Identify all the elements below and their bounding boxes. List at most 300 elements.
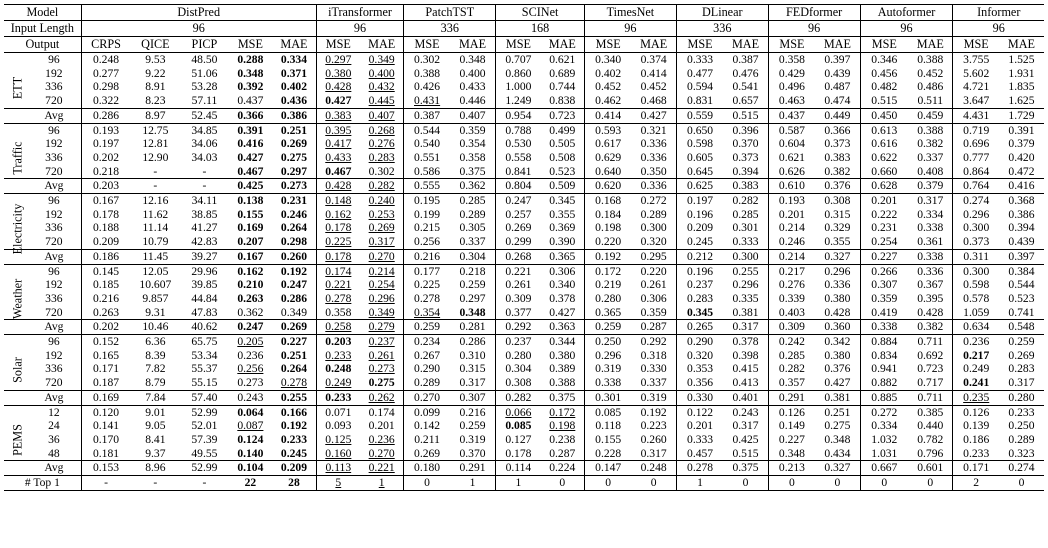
top1-count: 1 bbox=[360, 476, 404, 491]
dataset-label: Traffic bbox=[10, 141, 25, 175]
metric-value: 0.434 bbox=[815, 447, 860, 461]
metric-value: 9.05 bbox=[145, 419, 166, 433]
results-table-container bbox=[4, 4, 1044, 491]
output-horizon: 336 bbox=[4, 292, 81, 306]
metric-value: 0.439 bbox=[1008, 235, 1035, 249]
metric-value: 0.336 bbox=[631, 137, 676, 151]
top1-count: - bbox=[81, 476, 130, 491]
metric-value: 0.941 bbox=[871, 362, 898, 376]
metric-value: 0.169 bbox=[81, 390, 130, 405]
metric-value: 52.99 bbox=[180, 461, 228, 476]
table-row bbox=[4, 264, 1044, 278]
metric-value: 0.445 bbox=[360, 94, 404, 108]
metric-value: 0.788 bbox=[496, 123, 541, 137]
metric-value: 0.260 bbox=[631, 433, 676, 447]
metric-header: MAE bbox=[272, 37, 316, 53]
metric-value: 0.306 bbox=[541, 264, 585, 278]
metric-value: 0.333 bbox=[687, 432, 714, 446]
metric-value: 0.391 bbox=[999, 123, 1044, 137]
top1-count: 5 bbox=[316, 476, 360, 491]
metric-header: MSE bbox=[860, 37, 908, 53]
metric-value: 0.350 bbox=[631, 165, 676, 179]
metric-value: 0.264 bbox=[272, 221, 316, 235]
table-row bbox=[4, 376, 1044, 390]
metric-value: 0.377 bbox=[505, 305, 532, 319]
output-horizon: 12 bbox=[4, 405, 81, 419]
metric-value: 0.366 bbox=[815, 123, 860, 137]
dataset-label: Solar bbox=[10, 356, 25, 383]
table-row bbox=[4, 349, 1044, 363]
metric-value: 0.338 bbox=[908, 221, 953, 235]
metric-value: 0.278 bbox=[272, 376, 316, 390]
metric-value: 0.174 bbox=[360, 405, 404, 419]
table-row bbox=[4, 306, 1044, 320]
metric-value: 57.11 bbox=[191, 94, 218, 108]
metric-value: 0.283 bbox=[687, 291, 714, 305]
metric-value: 0.452 bbox=[595, 80, 622, 94]
metric-value: 0.414 bbox=[631, 67, 676, 81]
metric-value: 0.402 bbox=[272, 80, 316, 94]
metric-value: 0.318 bbox=[631, 349, 676, 363]
metric-value: 0.395 bbox=[316, 123, 360, 137]
metric-value: 12.81 bbox=[142, 137, 169, 151]
metric-value: 0.370 bbox=[450, 447, 496, 461]
metric-value: 0.439 bbox=[815, 67, 860, 81]
top1-count: 1 bbox=[676, 476, 723, 491]
metric-value: 0.476 bbox=[723, 67, 768, 81]
metric-value: 0.387 bbox=[723, 53, 768, 67]
metric-value: 8.91 bbox=[145, 80, 166, 94]
metric-value: 0.251 bbox=[815, 405, 860, 419]
metric-value: 0.315 bbox=[450, 362, 496, 376]
metric-value: 8.79 bbox=[145, 376, 166, 390]
metric-value: 0.145 bbox=[81, 264, 130, 278]
metric-value: 0.201 bbox=[687, 419, 714, 433]
top1-count: 2 bbox=[953, 476, 999, 491]
metric-value: 0.217 bbox=[768, 264, 815, 278]
metric-value: 0.365 bbox=[541, 249, 585, 264]
metric-value: 0.280 bbox=[595, 291, 622, 305]
metric-value: 0.216 bbox=[92, 291, 120, 305]
metric-value: 0.285 bbox=[778, 348, 805, 362]
table-row bbox=[4, 249, 1044, 264]
metric-value: 0.339 bbox=[778, 291, 805, 305]
metric-value: 0.333 bbox=[723, 235, 768, 249]
metric-value: 0.259 bbox=[584, 320, 631, 335]
metric-value: 0.373 bbox=[723, 151, 768, 165]
metric-value: 0.381 bbox=[723, 306, 768, 320]
metric-value: 0.361 bbox=[908, 235, 953, 249]
metric-value: 0.249 bbox=[963, 362, 990, 376]
output-horizon: 336 bbox=[4, 151, 81, 165]
metric-value: 0.882 bbox=[871, 376, 898, 390]
metric-value: 0.262 bbox=[360, 390, 404, 405]
table-row bbox=[4, 292, 1044, 306]
metric-value: 0.178 bbox=[316, 249, 360, 264]
metric-value: 0.298 bbox=[272, 235, 316, 249]
metric-value: 0.841 bbox=[505, 164, 532, 178]
metric-value: 0.617 bbox=[595, 137, 622, 151]
top1-count: 1 bbox=[496, 476, 541, 491]
metric-value: 0.380 bbox=[325, 66, 352, 80]
output-horizon: 96 bbox=[4, 335, 81, 349]
metric-value: 0.296 bbox=[723, 278, 768, 292]
metric-value: 0.282 bbox=[496, 390, 541, 405]
output-horizon: Avg bbox=[4, 249, 81, 264]
metric-value: 0.348 bbox=[450, 306, 496, 320]
metric-value: 53.28 bbox=[191, 80, 218, 94]
metric-value: 0.266 bbox=[860, 264, 908, 278]
metric-value: 0.397 bbox=[815, 53, 860, 67]
metric-value: 3.647 bbox=[963, 94, 990, 108]
top1-count: 0 bbox=[404, 476, 450, 491]
metric-value: 52.01 bbox=[191, 419, 218, 433]
input-length-value: 336 bbox=[676, 21, 768, 37]
metric-value: 0.804 bbox=[496, 179, 541, 194]
metric-value: 0.427 bbox=[325, 94, 352, 108]
metric-value: 0.337 bbox=[631, 376, 676, 390]
metric-value: 10.79 bbox=[142, 235, 169, 249]
metric-value: 0.397 bbox=[999, 249, 1044, 264]
metric-value: 8.41 bbox=[145, 432, 166, 446]
metric-value: 0.286 bbox=[450, 335, 496, 349]
metric-value: 0.282 bbox=[723, 194, 768, 208]
top1-count: 0 bbox=[999, 476, 1044, 491]
metric-value: 0.265 bbox=[676, 320, 723, 335]
metric-value: 0.782 bbox=[908, 433, 953, 447]
metric-value: 0.640 bbox=[595, 164, 622, 178]
metric-value: 0.225 bbox=[325, 235, 352, 249]
metric-value: 0.160 bbox=[325, 446, 352, 460]
table-row bbox=[4, 80, 1044, 94]
metric-value: 0.359 bbox=[450, 123, 496, 137]
metric-value: 0.263 bbox=[92, 305, 120, 319]
metric-value: 0.432 bbox=[360, 80, 404, 94]
metric-value: 0.216 bbox=[450, 405, 496, 419]
metric-value: 0.467 bbox=[325, 164, 352, 178]
input-length-value: 96 bbox=[584, 21, 676, 37]
metric-value: 1.835 bbox=[1008, 80, 1035, 94]
metric-value: 48.50 bbox=[180, 53, 228, 67]
table-row bbox=[4, 151, 1044, 165]
metric-value: 0.258 bbox=[316, 320, 360, 335]
metric-value: 4.431 bbox=[953, 108, 999, 123]
top1-count: 0 bbox=[723, 476, 768, 491]
metric-value: 0.289 bbox=[1008, 432, 1035, 446]
metric-value: 0.142 bbox=[414, 419, 441, 433]
metric-value: 1.031 bbox=[871, 446, 898, 460]
metric-value: 0.274 bbox=[999, 461, 1044, 476]
metric-value: 0.167 bbox=[81, 194, 130, 208]
metric-value: 0.523 bbox=[1008, 291, 1035, 305]
metric-value: 0.349 bbox=[360, 53, 404, 67]
metric-value: 0.310 bbox=[450, 349, 496, 363]
metric-value: 0.255 bbox=[723, 264, 768, 278]
metric-value: 0.254 bbox=[360, 278, 404, 292]
metric-value: 52.45 bbox=[180, 108, 228, 123]
metric-value: 0.247 bbox=[228, 320, 272, 335]
metric-value: 0.287 bbox=[631, 320, 676, 335]
metric-value: 0.288 bbox=[228, 53, 272, 67]
metric-value: 0.402 bbox=[595, 66, 622, 80]
metric-value: 0.459 bbox=[908, 108, 953, 123]
metric-value: 7.82 bbox=[145, 362, 166, 376]
model-header: Model bbox=[4, 5, 81, 21]
metric-header: MAE bbox=[360, 37, 404, 53]
metric-value: 0.628 bbox=[860, 179, 908, 194]
metric-value: 0.530 bbox=[505, 137, 532, 151]
metric-value: 0.148 bbox=[316, 194, 360, 208]
metric-value: 0.380 bbox=[541, 349, 585, 363]
output-horizon: 96 bbox=[4, 264, 81, 278]
metric-value: 0.186 bbox=[963, 432, 990, 446]
metric-value: 0.426 bbox=[414, 80, 441, 94]
dataset-label: Electricity bbox=[10, 203, 25, 255]
metric-value: 9.31 bbox=[145, 305, 166, 319]
metric-value: 0.227 bbox=[860, 249, 908, 264]
metric-value: 0.515 bbox=[871, 94, 898, 108]
metric-header: MSE bbox=[768, 37, 815, 53]
metric-value: 8.96 bbox=[130, 461, 180, 476]
dataset-label: Weather bbox=[10, 279, 25, 320]
metric-value: 0.433 bbox=[325, 150, 352, 164]
metric-value: 0.436 bbox=[272, 94, 316, 108]
table-row bbox=[4, 461, 1044, 476]
metric-value: 0.289 bbox=[450, 208, 496, 222]
metric-value: 0.427 bbox=[541, 306, 585, 320]
metric-value: 0.400 bbox=[360, 67, 404, 81]
metric-value: 0.285 bbox=[723, 208, 768, 222]
metric-value: 0.242 bbox=[768, 335, 815, 349]
top1-label: # Top 1 bbox=[4, 476, 81, 491]
metric-value: 0.378 bbox=[541, 292, 585, 306]
metric-value: 4.721 bbox=[963, 80, 990, 94]
metric-value: 0.307 bbox=[450, 390, 496, 405]
metric-header: QICE bbox=[130, 37, 180, 53]
input-length-value: 96 bbox=[953, 21, 1044, 37]
metric-value: 0.273 bbox=[237, 376, 264, 390]
metric-value: 0.366 bbox=[228, 108, 272, 123]
output-horizon: 192 bbox=[4, 137, 81, 151]
metric-value: 0.860 bbox=[505, 66, 532, 80]
metric-value: 0.388 bbox=[908, 53, 953, 67]
metric-value: 0.333 bbox=[676, 53, 723, 67]
metric-value: 0.741 bbox=[1008, 305, 1035, 319]
metric-value: 0.425 bbox=[228, 179, 272, 194]
metric-value: 0.348 bbox=[815, 433, 860, 447]
metric-value: 0.278 bbox=[676, 461, 723, 476]
metric-value: 0.356 bbox=[687, 376, 714, 390]
table-row bbox=[4, 123, 1044, 137]
output-horizon: 96 bbox=[4, 194, 81, 208]
metric-value: 0.327 bbox=[815, 461, 860, 476]
metric-value: 0.388 bbox=[541, 376, 585, 390]
metric-value: 0.212 bbox=[676, 249, 723, 264]
top1-count: 0 bbox=[768, 476, 815, 491]
metric-value: 65.75 bbox=[180, 335, 228, 349]
metric-value: 0.279 bbox=[360, 320, 404, 335]
metric-value: 0.315 bbox=[815, 208, 860, 222]
table-row bbox=[4, 235, 1044, 249]
model-name: DLinear bbox=[676, 5, 768, 21]
metric-value: 1.931 bbox=[1008, 66, 1035, 80]
metric-value: 0.487 bbox=[815, 80, 860, 94]
metric-header: MSE bbox=[584, 37, 631, 53]
metric-value: 0.071 bbox=[316, 405, 360, 419]
metric-header: MAE bbox=[631, 37, 676, 53]
metric-value: 0.290 bbox=[414, 362, 441, 376]
output-horizon: 336 bbox=[4, 80, 81, 94]
metric-value: 0.345 bbox=[687, 305, 714, 319]
model-name: TimesNet bbox=[584, 5, 676, 21]
metric-value: 0.394 bbox=[723, 165, 768, 179]
metric-value: 0.291 bbox=[768, 390, 815, 405]
output-horizon: 720 bbox=[4, 165, 81, 179]
metric-value: 0.427 bbox=[815, 376, 860, 390]
metric-value: 0.954 bbox=[496, 108, 541, 123]
metric-value: 0.228 bbox=[595, 446, 622, 460]
metric-value: 0.296 bbox=[595, 348, 622, 362]
metric-value: 0.317 bbox=[631, 447, 676, 461]
output-horizon: Avg bbox=[4, 390, 81, 405]
metric-value: 0.317 bbox=[723, 320, 768, 335]
metric-value: 0.594 bbox=[687, 80, 714, 94]
metric-value: 0.273 bbox=[272, 179, 316, 194]
metric-value: 0.348 bbox=[450, 53, 496, 67]
table-row bbox=[4, 390, 1044, 405]
dataset-label: ETT bbox=[10, 76, 25, 99]
metric-value: 47.83 bbox=[191, 305, 218, 319]
metric-value: 0.285 bbox=[450, 194, 496, 208]
metric-value: 0.456 bbox=[871, 66, 898, 80]
metric-value: 0.344 bbox=[541, 335, 585, 349]
metric-value: 0.349 bbox=[360, 306, 404, 320]
metric-value: 0.221 bbox=[496, 264, 541, 278]
metric-value: 0.202 bbox=[81, 320, 130, 335]
metric-value: 42.83 bbox=[191, 235, 218, 249]
metric-value: 0.375 bbox=[541, 390, 585, 405]
metric-value: 0.192 bbox=[631, 405, 676, 419]
metric-value: 0.261 bbox=[505, 278, 532, 292]
metric-value: 0.207 bbox=[237, 235, 264, 249]
metric-value: 0.427 bbox=[631, 108, 676, 123]
metric-value: 0.260 bbox=[272, 249, 316, 264]
metric-value: 0.282 bbox=[778, 362, 805, 376]
metric-value: 0.306 bbox=[631, 292, 676, 306]
metric-value: 0.428 bbox=[316, 179, 360, 194]
metric-value: 0.385 bbox=[908, 405, 953, 419]
metric-value: 0.209 bbox=[272, 461, 316, 476]
metric-value: 0.400 bbox=[450, 67, 496, 81]
input-length-value: 96 bbox=[860, 21, 953, 37]
metric-value: 0.292 bbox=[631, 335, 676, 349]
metric-value: 0.197 bbox=[92, 137, 120, 151]
metric-value: 0.209 bbox=[92, 235, 120, 249]
metric-value: 0.255 bbox=[272, 390, 316, 405]
metric-value: 0.540 bbox=[414, 137, 441, 151]
metric-value: 0.544 bbox=[1008, 278, 1035, 292]
metric-value: 0.598 bbox=[963, 278, 990, 292]
metric-value: 10.46 bbox=[130, 320, 180, 335]
metric-value: 0.278 bbox=[325, 291, 352, 305]
metric-value: 0.139 bbox=[963, 419, 990, 433]
metric-value: 0.885 bbox=[860, 390, 908, 405]
metric-value: 0.605 bbox=[687, 150, 714, 164]
table-row bbox=[4, 165, 1044, 179]
table-row bbox=[4, 179, 1044, 194]
metric-value: 0.269 bbox=[414, 446, 441, 460]
metric-value: 0.319 bbox=[595, 362, 622, 376]
metric-value: 0.379 bbox=[908, 179, 953, 194]
metric-value: 0.407 bbox=[360, 108, 404, 123]
top1-count: 0 bbox=[541, 476, 585, 491]
table-row bbox=[4, 447, 1044, 461]
metric-value: 0.181 bbox=[92, 446, 120, 460]
top1-count: - bbox=[180, 476, 228, 491]
metric-value: 0.330 bbox=[631, 362, 676, 376]
metric-value: 0.218 bbox=[450, 264, 496, 278]
metric-value: 0.482 bbox=[871, 80, 898, 94]
top1-count: 0 bbox=[908, 476, 953, 491]
results-table bbox=[4, 4, 1044, 491]
metric-value: 0.197 bbox=[676, 194, 723, 208]
metric-value: 0.645 bbox=[687, 164, 714, 178]
metric-value: 0.169 bbox=[237, 221, 264, 235]
metric-value: 0.201 bbox=[360, 419, 404, 433]
metric-value: 0.301 bbox=[723, 221, 768, 235]
metric-value: 0.389 bbox=[541, 362, 585, 376]
metric-value: 0.147 bbox=[584, 461, 631, 476]
metric-header: MAE bbox=[450, 37, 496, 53]
table-row bbox=[4, 419, 1044, 433]
metric-value: 0.221 bbox=[360, 461, 404, 476]
metric-value: 0.452 bbox=[908, 67, 953, 81]
metric-value: 0.334 bbox=[908, 208, 953, 222]
metric-value: 0.269 bbox=[1008, 348, 1035, 362]
metric-value: 0.234 bbox=[404, 335, 450, 349]
metric-value: 0.276 bbox=[778, 278, 805, 292]
metric-value: 5.602 bbox=[963, 66, 990, 80]
metric-value: 0.248 bbox=[325, 362, 352, 376]
metric-value: 0.415 bbox=[723, 362, 768, 376]
top1-count: 0 bbox=[584, 476, 631, 491]
metric-value: 0.261 bbox=[631, 278, 676, 292]
metric-value: 0.346 bbox=[860, 53, 908, 67]
metric-value: 0.586 bbox=[414, 164, 441, 178]
input-length-value: 96 bbox=[768, 21, 860, 37]
metric-value: 0.511 bbox=[908, 94, 953, 108]
metric-value: 0.621 bbox=[541, 53, 585, 67]
metric-value: 0.162 bbox=[325, 207, 352, 221]
metric-value: 44.84 bbox=[191, 291, 218, 305]
metric-value: 0.348 bbox=[778, 446, 805, 460]
metric-value: 0.371 bbox=[272, 67, 316, 81]
metric-value: 3.755 bbox=[953, 53, 999, 67]
metric-value: 0.416 bbox=[237, 137, 264, 151]
metric-value: 0.391 bbox=[228, 123, 272, 137]
metric-value: 0.199 bbox=[414, 207, 441, 221]
metric-value: 0.126 bbox=[768, 405, 815, 419]
metric-value: 0.227 bbox=[778, 432, 805, 446]
metric-header: MSE bbox=[676, 37, 723, 53]
metric-value: 0.338 bbox=[595, 376, 622, 390]
metric-value: 7.84 bbox=[130, 390, 180, 405]
metric-value: 0.354 bbox=[450, 137, 496, 151]
metric-value: 0.120 bbox=[81, 405, 130, 419]
metric-value: 0.209 bbox=[687, 221, 714, 235]
metric-value: 0.296 bbox=[815, 264, 860, 278]
metric-value: 0.796 bbox=[908, 447, 953, 461]
